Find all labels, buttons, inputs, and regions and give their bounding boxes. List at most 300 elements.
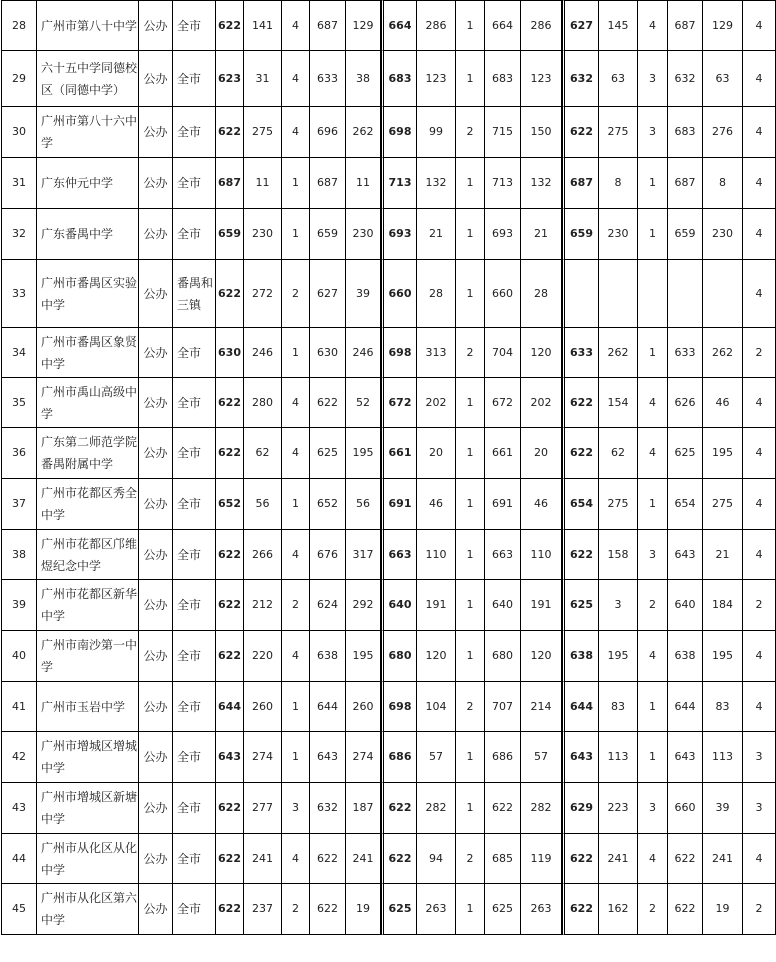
- score-cell-a-5: 39: [346, 260, 381, 328]
- school-name-cell: 广州市第八十六中学: [37, 107, 139, 158]
- table-row: [1, 834, 776, 884]
- score-cell-b-4: 713: [485, 158, 521, 209]
- score-cell-b-1: 625: [381, 884, 417, 935]
- score-cell-b-2: 94: [417, 834, 456, 884]
- enrollment-area-cell: 番禺和三镇: [173, 260, 216, 328]
- plan-count-cell: 4: [743, 209, 776, 260]
- school-type-cell: 公办: [139, 479, 173, 530]
- score-cell-c-2: 275: [599, 479, 638, 530]
- score-cell-c-5: 83: [703, 682, 743, 732]
- score-cell-c-1: 625: [562, 580, 599, 631]
- row-number-cell: 40: [1, 631, 37, 682]
- score-cell-a-3: 4: [282, 428, 310, 479]
- score-cell-c-2: 8: [599, 158, 638, 209]
- score-cell-b-3: 2: [456, 328, 485, 378]
- score-cell-b-5: 120: [521, 328, 562, 378]
- school-name-cell: 广东番禺中学: [37, 209, 139, 260]
- score-cell-a-1: 622: [216, 428, 244, 479]
- score-cell-b-5: 110: [521, 530, 562, 580]
- score-cell-b-1: 698: [381, 682, 417, 732]
- school-name-cell: 广州市花都区邝维煜纪念中学: [37, 530, 139, 580]
- table-row: [1, 209, 776, 260]
- score-cell-a-1: 622: [216, 783, 244, 834]
- plan-count-cell: 3: [743, 783, 776, 834]
- score-cell-a-1: 622: [216, 0, 244, 51]
- score-cell-c-2: 63: [599, 51, 638, 107]
- score-cell-c-1: 638: [562, 631, 599, 682]
- table-row: [1, 107, 776, 158]
- score-cell-b-5: 191: [521, 580, 562, 631]
- score-cell-a-1: 687: [216, 158, 244, 209]
- score-cell-b-3: 1: [456, 158, 485, 209]
- score-cell-c-4: 654: [668, 479, 703, 530]
- score-cell-a-5: 292: [346, 580, 381, 631]
- score-cell-c-3: 1: [638, 328, 668, 378]
- score-cell-b-3: 1: [456, 732, 485, 783]
- score-cell-c-2: 3: [599, 580, 638, 631]
- school-name-cell: 广州市花都区秀全中学: [37, 479, 139, 530]
- score-cell-b-4: 661: [485, 428, 521, 479]
- score-cell-c-5: 46: [703, 378, 743, 428]
- score-cell-a-2: 241: [244, 834, 282, 884]
- score-cell-a-2: 274: [244, 732, 282, 783]
- score-cell-c-4: 625: [668, 428, 703, 479]
- table-row: [1, 158, 776, 209]
- score-cell-a-3: 4: [282, 51, 310, 107]
- score-cell-c-4: 632: [668, 51, 703, 107]
- score-cell-c-2: 241: [599, 834, 638, 884]
- score-cell-a-2: 56: [244, 479, 282, 530]
- score-cell-c-3: 2: [638, 580, 668, 631]
- enrollment-area-cell: 全市: [173, 884, 216, 935]
- score-cell-c-3: 1: [638, 479, 668, 530]
- score-cell-a-5: 274: [346, 732, 381, 783]
- score-cell-a-1: 622: [216, 378, 244, 428]
- score-cell-c-1: 622: [562, 884, 599, 935]
- school-type-cell: 公办: [139, 209, 173, 260]
- plan-count-cell: 4: [743, 0, 776, 51]
- row-number-cell: 41: [1, 682, 37, 732]
- score-cell-a-4: 632: [310, 783, 346, 834]
- score-cell-b-1: 660: [381, 260, 417, 328]
- table-row: [1, 0, 776, 51]
- score-cell-c-4: 687: [668, 0, 703, 51]
- score-cell-c-1: [562, 260, 599, 328]
- score-cell-a-5: 195: [346, 428, 381, 479]
- plan-count-cell: 4: [743, 631, 776, 682]
- score-cell-b-2: 46: [417, 479, 456, 530]
- score-cell-a-4: 676: [310, 530, 346, 580]
- enrollment-area-cell: 全市: [173, 428, 216, 479]
- score-cell-a-2: 220: [244, 631, 282, 682]
- row-number-cell: 30: [1, 107, 37, 158]
- score-cell-b-2: 282: [417, 783, 456, 834]
- score-cell-a-3: 1: [282, 479, 310, 530]
- table-row: [1, 631, 776, 682]
- score-cell-a-2: 31: [244, 51, 282, 107]
- score-cell-c-2: 154: [599, 378, 638, 428]
- score-cell-b-4: 672: [485, 378, 521, 428]
- score-cell-a-3: 1: [282, 732, 310, 783]
- table-row: [1, 479, 776, 530]
- score-cell-c-5: 195: [703, 428, 743, 479]
- school-type-cell: 公办: [139, 0, 173, 51]
- score-cell-c-1: 633: [562, 328, 599, 378]
- enrollment-area-cell: 全市: [173, 479, 216, 530]
- school-name-cell: 六十五中学同德校区（同德中学）: [37, 51, 139, 107]
- school-name-cell: 广州市增城区新塘中学: [37, 783, 139, 834]
- score-cell-a-3: 2: [282, 884, 310, 935]
- plan-count-cell: 4: [743, 682, 776, 732]
- score-cell-a-4: 644: [310, 682, 346, 732]
- score-cell-c-2: 113: [599, 732, 638, 783]
- score-cell-a-1: 643: [216, 732, 244, 783]
- row-number-cell: 45: [1, 884, 37, 935]
- school-type-cell: 公办: [139, 783, 173, 834]
- score-cell-c-4: [668, 260, 703, 328]
- score-cell-c-5: 184: [703, 580, 743, 631]
- score-cell-a-2: 230: [244, 209, 282, 260]
- score-cell-b-1: 622: [381, 783, 417, 834]
- score-cell-a-4: 622: [310, 834, 346, 884]
- score-cell-c-4: 622: [668, 834, 703, 884]
- school-type-cell: 公办: [139, 834, 173, 884]
- plan-count-cell: 2: [743, 580, 776, 631]
- score-cell-b-2: 120: [417, 631, 456, 682]
- score-cell-b-5: 20: [521, 428, 562, 479]
- score-cell-a-5: 262: [346, 107, 381, 158]
- score-cell-a-4: 633: [310, 51, 346, 107]
- school-name-cell: 广州市玉岩中学: [37, 682, 139, 732]
- score-cell-b-2: 123: [417, 51, 456, 107]
- score-cell-b-2: 313: [417, 328, 456, 378]
- score-cell-a-5: 317: [346, 530, 381, 580]
- row-number-cell: 38: [1, 530, 37, 580]
- score-cell-a-4: 627: [310, 260, 346, 328]
- score-cell-b-3: 1: [456, 260, 485, 328]
- score-cell-a-4: 659: [310, 209, 346, 260]
- score-cell-a-4: 638: [310, 631, 346, 682]
- score-cell-c-1: 627: [562, 0, 599, 51]
- score-cell-b-3: 2: [456, 834, 485, 884]
- score-cell-a-2: 11: [244, 158, 282, 209]
- score-cell-a-4: 622: [310, 378, 346, 428]
- score-cell-b-1: 664: [381, 0, 417, 51]
- score-cell-a-1: 622: [216, 580, 244, 631]
- score-cell-a-5: 56: [346, 479, 381, 530]
- score-cell-c-4: 626: [668, 378, 703, 428]
- score-cell-a-1: 622: [216, 834, 244, 884]
- score-cell-a-2: 272: [244, 260, 282, 328]
- score-cell-b-3: 1: [456, 631, 485, 682]
- score-cell-c-5: 276: [703, 107, 743, 158]
- score-cell-a-1: 652: [216, 479, 244, 530]
- plan-count-cell: 2: [743, 328, 776, 378]
- score-cell-b-4: 707: [485, 682, 521, 732]
- score-cell-c-4: 643: [668, 732, 703, 783]
- row-number-cell: 32: [1, 209, 37, 260]
- score-cell-a-5: 246: [346, 328, 381, 378]
- score-cell-a-3: 4: [282, 631, 310, 682]
- score-cell-c-5: 262: [703, 328, 743, 378]
- table-row: [1, 378, 776, 428]
- score-cell-a-2: 277: [244, 783, 282, 834]
- school-name-cell: 广州市从化区第六中学: [37, 884, 139, 935]
- score-cell-c-1: 687: [562, 158, 599, 209]
- score-cell-b-2: 132: [417, 158, 456, 209]
- score-cell-b-3: 1: [456, 428, 485, 479]
- score-cell-b-5: 286: [521, 0, 562, 51]
- score-cell-a-4: 687: [310, 158, 346, 209]
- score-cell-c-2: 262: [599, 328, 638, 378]
- school-name-cell: 广东仲元中学: [37, 158, 139, 209]
- score-cell-a-1: 644: [216, 682, 244, 732]
- score-cell-a-1: 630: [216, 328, 244, 378]
- score-cell-b-3: 1: [456, 884, 485, 935]
- score-cell-c-3: 2: [638, 884, 668, 935]
- score-cell-b-5: 123: [521, 51, 562, 107]
- score-cell-c-2: 230: [599, 209, 638, 260]
- score-cell-b-5: 282: [521, 783, 562, 834]
- school-name-cell: 广州市从化区从化中学: [37, 834, 139, 884]
- score-cell-b-3: 1: [456, 0, 485, 51]
- score-cell-c-4: 659: [668, 209, 703, 260]
- score-cell-a-5: 11: [346, 158, 381, 209]
- score-cell-c-5: [703, 260, 743, 328]
- row-number-cell: 43: [1, 783, 37, 834]
- score-cell-b-1: 683: [381, 51, 417, 107]
- plan-count-cell: 4: [743, 479, 776, 530]
- enrollment-area-cell: 全市: [173, 732, 216, 783]
- score-cell-b-2: 20: [417, 428, 456, 479]
- score-cell-b-1: 680: [381, 631, 417, 682]
- score-cell-b-4: 704: [485, 328, 521, 378]
- plan-count-cell: 2: [743, 884, 776, 935]
- enrollment-area-cell: 全市: [173, 631, 216, 682]
- score-cell-c-2: 62: [599, 428, 638, 479]
- score-cell-c-3: 1: [638, 158, 668, 209]
- score-cell-c-3: 1: [638, 209, 668, 260]
- score-cell-a-2: 237: [244, 884, 282, 935]
- score-cell-a-3: 4: [282, 378, 310, 428]
- school-type-cell: 公办: [139, 428, 173, 479]
- score-cell-a-5: 230: [346, 209, 381, 260]
- score-cell-c-3: 1: [638, 682, 668, 732]
- score-cell-c-2: 195: [599, 631, 638, 682]
- score-cell-b-4: 691: [485, 479, 521, 530]
- enrollment-area-cell: 全市: [173, 580, 216, 631]
- score-cell-c-5: 241: [703, 834, 743, 884]
- score-cell-c-4: 643: [668, 530, 703, 580]
- enrollment-area-cell: 全市: [173, 328, 216, 378]
- row-number-cell: 37: [1, 479, 37, 530]
- score-cell-b-5: 120: [521, 631, 562, 682]
- row-number-cell: 35: [1, 378, 37, 428]
- score-cell-a-4: 643: [310, 732, 346, 783]
- score-cell-b-4: 693: [485, 209, 521, 260]
- score-cell-b-4: 663: [485, 530, 521, 580]
- score-cell-b-2: 191: [417, 580, 456, 631]
- score-cell-b-4: 686: [485, 732, 521, 783]
- score-cell-b-3: 2: [456, 107, 485, 158]
- score-cell-c-2: 158: [599, 530, 638, 580]
- score-cell-a-4: 687: [310, 0, 346, 51]
- score-cell-b-3: 1: [456, 209, 485, 260]
- row-number-cell: 33: [1, 260, 37, 328]
- score-cell-b-2: 28: [417, 260, 456, 328]
- score-cell-c-3: [638, 260, 668, 328]
- score-cell-b-5: 150: [521, 107, 562, 158]
- score-cell-c-2: 83: [599, 682, 638, 732]
- score-cell-a-1: 622: [216, 631, 244, 682]
- score-cell-a-5: 38: [346, 51, 381, 107]
- enrollment-area-cell: 全市: [173, 682, 216, 732]
- score-cell-b-4: 640: [485, 580, 521, 631]
- score-cell-c-2: 145: [599, 0, 638, 51]
- score-cell-c-4: 640: [668, 580, 703, 631]
- score-cell-c-5: 19: [703, 884, 743, 935]
- row-number-cell: 28: [1, 0, 37, 51]
- table-row: [1, 260, 776, 328]
- score-cell-b-5: 202: [521, 378, 562, 428]
- school-type-cell: 公办: [139, 732, 173, 783]
- score-cell-a-4: 624: [310, 580, 346, 631]
- score-cell-b-5: 132: [521, 158, 562, 209]
- score-cell-b-1: 693: [381, 209, 417, 260]
- school-type-cell: 公办: [139, 530, 173, 580]
- score-cell-b-2: 104: [417, 682, 456, 732]
- plan-count-cell: 4: [743, 428, 776, 479]
- score-cell-c-1: 629: [562, 783, 599, 834]
- score-cell-a-4: 622: [310, 884, 346, 935]
- plan-count-cell: 3: [743, 732, 776, 783]
- score-cell-a-5: 260: [346, 682, 381, 732]
- table-row: [1, 682, 776, 732]
- school-type-cell: 公办: [139, 158, 173, 209]
- school-name-cell: 广东第二师范学院番禺附属中学: [37, 428, 139, 479]
- score-cell-b-1: 698: [381, 107, 417, 158]
- school-type-cell: 公办: [139, 107, 173, 158]
- score-cell-c-1: 659: [562, 209, 599, 260]
- score-cell-a-3: 4: [282, 107, 310, 158]
- score-cell-b-5: 214: [521, 682, 562, 732]
- enrollment-area-cell: 全市: [173, 107, 216, 158]
- score-cell-c-5: 113: [703, 732, 743, 783]
- score-cell-a-3: 1: [282, 158, 310, 209]
- score-cell-a-1: 622: [216, 260, 244, 328]
- score-cell-c-4: 633: [668, 328, 703, 378]
- score-cell-c-5: 275: [703, 479, 743, 530]
- score-cell-a-4: 630: [310, 328, 346, 378]
- score-cell-c-5: 195: [703, 631, 743, 682]
- score-cell-b-2: 57: [417, 732, 456, 783]
- score-cell-a-3: 1: [282, 682, 310, 732]
- score-cell-b-4: 685: [485, 834, 521, 884]
- score-cell-b-5: 21: [521, 209, 562, 260]
- score-cell-b-1: 622: [381, 834, 417, 884]
- score-cell-c-1: 622: [562, 428, 599, 479]
- school-name-cell: 广州市第八十中学: [37, 0, 139, 51]
- score-cell-b-3: 2: [456, 682, 485, 732]
- score-cell-c-3: 4: [638, 834, 668, 884]
- enrollment-area-cell: 全市: [173, 51, 216, 107]
- score-cell-b-5: 28: [521, 260, 562, 328]
- score-cell-b-4: 683: [485, 51, 521, 107]
- score-cell-b-2: 286: [417, 0, 456, 51]
- score-cell-b-5: 263: [521, 884, 562, 935]
- score-cell-a-2: 246: [244, 328, 282, 378]
- score-cell-a-5: 241: [346, 834, 381, 884]
- row-number-cell: 31: [1, 158, 37, 209]
- score-cell-b-3: 1: [456, 51, 485, 107]
- score-cell-a-5: 52: [346, 378, 381, 428]
- enrollment-area-cell: 全市: [173, 209, 216, 260]
- score-cell-c-5: 8: [703, 158, 743, 209]
- school-name-cell: 广州市番禺区实验中学: [37, 260, 139, 328]
- score-cell-b-5: 119: [521, 834, 562, 884]
- school-type-cell: 公办: [139, 631, 173, 682]
- row-number-cell: 42: [1, 732, 37, 783]
- table-row: [1, 328, 776, 378]
- score-cell-a-2: 62: [244, 428, 282, 479]
- score-cell-a-5: 19: [346, 884, 381, 935]
- row-number-cell: 39: [1, 580, 37, 631]
- plan-count-cell: 4: [743, 834, 776, 884]
- score-cell-b-3: 1: [456, 783, 485, 834]
- score-cell-b-4: 625: [485, 884, 521, 935]
- school-type-cell: 公办: [139, 328, 173, 378]
- score-cell-c-5: 129: [703, 0, 743, 51]
- score-cell-a-2: 266: [244, 530, 282, 580]
- school-type-cell: 公办: [139, 580, 173, 631]
- table-row: [1, 530, 776, 580]
- table-row: [1, 580, 776, 631]
- school-name-cell: 广州市禹山高级中学: [37, 378, 139, 428]
- score-cell-a-3: 2: [282, 260, 310, 328]
- score-cell-c-4: 683: [668, 107, 703, 158]
- table-row: [1, 428, 776, 479]
- score-cell-c-3: 4: [638, 378, 668, 428]
- score-cell-a-2: 212: [244, 580, 282, 631]
- score-cell-b-1: 640: [381, 580, 417, 631]
- score-cell-b-2: 263: [417, 884, 456, 935]
- school-type-cell: 公办: [139, 378, 173, 428]
- score-cell-a-1: 622: [216, 530, 244, 580]
- row-number-cell: 36: [1, 428, 37, 479]
- score-cell-a-1: 622: [216, 107, 244, 158]
- score-cell-a-5: 129: [346, 0, 381, 51]
- score-cell-a-1: 622: [216, 884, 244, 935]
- score-cell-b-2: 110: [417, 530, 456, 580]
- enrollment-area-cell: 全市: [173, 0, 216, 51]
- score-cell-a-3: 4: [282, 834, 310, 884]
- score-cell-a-3: 1: [282, 328, 310, 378]
- score-cell-c-5: 39: [703, 783, 743, 834]
- table-row: [1, 783, 776, 834]
- plan-count-cell: 4: [743, 107, 776, 158]
- score-cell-c-2: [599, 260, 638, 328]
- enrollment-area-cell: 全市: [173, 783, 216, 834]
- score-cell-b-1: 698: [381, 328, 417, 378]
- score-cell-b-5: 57: [521, 732, 562, 783]
- score-cell-c-1: 622: [562, 107, 599, 158]
- score-cell-b-1: 672: [381, 378, 417, 428]
- score-cell-b-1: 663: [381, 530, 417, 580]
- enrollment-area-cell: 全市: [173, 834, 216, 884]
- score-cell-a-2: 141: [244, 0, 282, 51]
- score-cell-a-2: 280: [244, 378, 282, 428]
- score-cell-b-2: 202: [417, 378, 456, 428]
